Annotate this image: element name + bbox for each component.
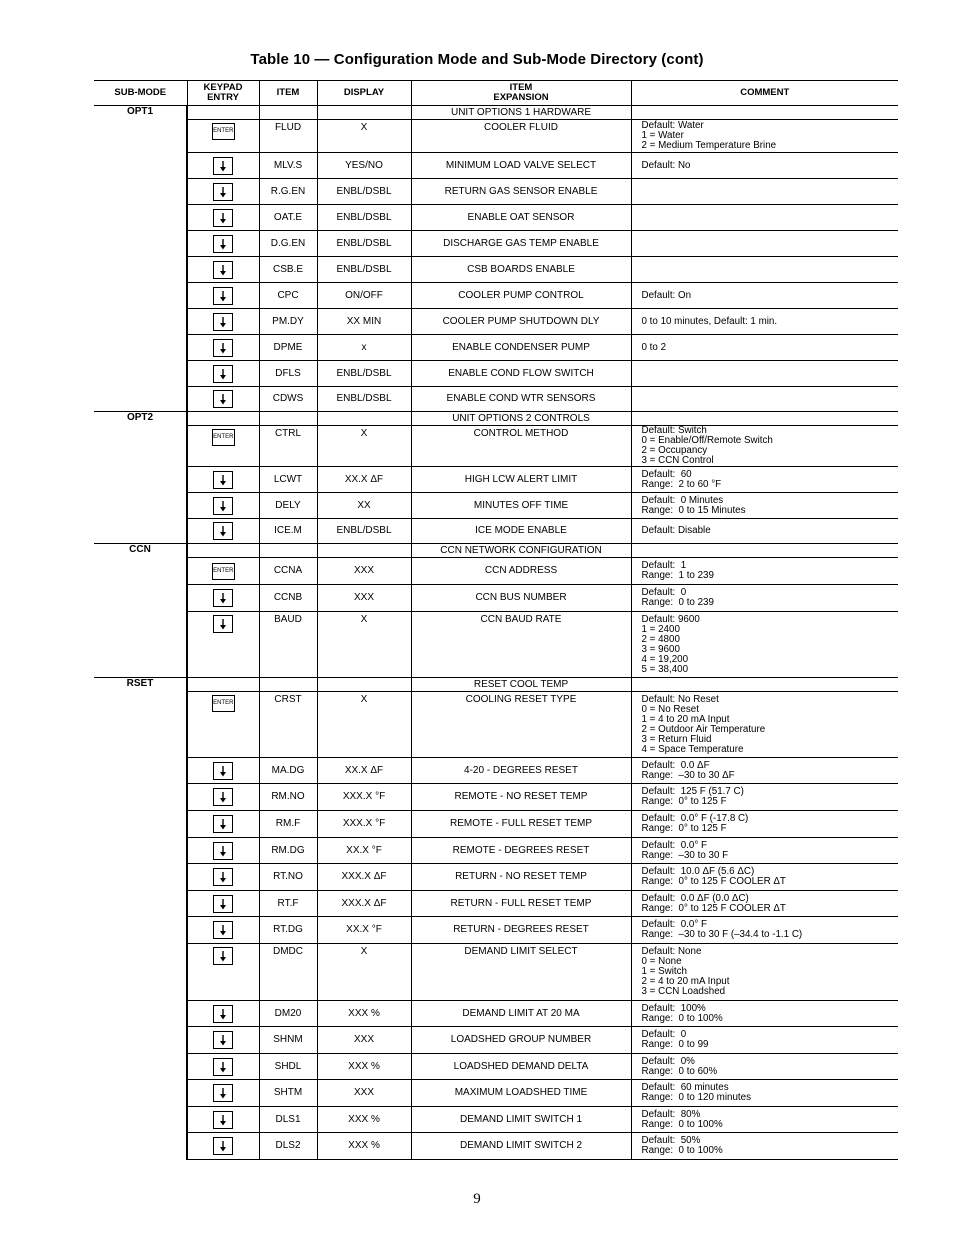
cell-display: XXX %: [317, 1054, 411, 1080]
table-row: [94, 1054, 898, 1080]
cell-keypad: [187, 1027, 259, 1054]
down-arrow-key-icon: [213, 842, 233, 860]
cell-comment: [631, 387, 898, 412]
cell-item: DFLS: [259, 361, 317, 387]
comment-text: Default: 10.0 ΔF (5.6 ΔC) Range: 0° to 125 F COOLER ΔT: [641, 866, 786, 887]
comment-text: Default: 50% Range: 0 to 100%: [641, 1135, 723, 1156]
header-row: [94, 81, 898, 106]
cell-comment: [631, 361, 898, 387]
down-arrow-key-icon: [213, 209, 233, 227]
cell-keypad: [187, 1107, 259, 1133]
cell-item-expansion: ICE MODE ENABLE: [411, 519, 631, 544]
cell-keypad: [187, 426, 259, 467]
down-arrow-key-icon: [213, 1005, 233, 1023]
cell-item-expansion: UNIT OPTIONS 1 HARDWARE: [411, 106, 631, 120]
cell-item: OAT.E: [259, 205, 317, 231]
cell-item: DM20: [259, 1001, 317, 1027]
cell-keypad: [187, 361, 259, 387]
cell-display: XXX %: [317, 1001, 411, 1027]
cell-item: LCWT: [259, 467, 317, 493]
cell-item: MA.DG: [259, 758, 317, 784]
cell-display: ENBL/DSBL: [317, 231, 411, 257]
cell-item: ICE.M: [259, 519, 317, 544]
cell-item: DELY: [259, 493, 317, 519]
table-row: [94, 205, 898, 231]
cell-comment: [631, 891, 898, 917]
cell-item: CPC: [259, 283, 317, 309]
cell-comment: [631, 335, 898, 361]
cell-comment: [631, 1054, 898, 1080]
cell-display: XXX: [317, 585, 411, 612]
cell-keypad: [187, 811, 259, 838]
cell-keypad: [187, 612, 259, 678]
cell-keypad: [187, 153, 259, 179]
table-row: [94, 784, 898, 811]
cell-comment: [631, 811, 898, 838]
down-arrow-key-icon: [213, 589, 233, 607]
cell-display: [317, 678, 411, 692]
header-keypad-entry: KEYPAD ENTRY: [187, 81, 259, 106]
comment-text: Default: 60 minutes Range: 0 to 120 minutes: [641, 1082, 751, 1103]
table-row: [94, 544, 898, 558]
cell-comment: [631, 1107, 898, 1133]
cell-display: ON/OFF: [317, 283, 411, 309]
cell-item: FLUD: [259, 120, 317, 153]
down-arrow-key-icon: [213, 788, 233, 806]
down-arrow-key-icon: [213, 1111, 233, 1129]
table-row: [94, 838, 898, 864]
comment-text: Default: 0.0 ΔF Range: –30 to 30 ΔF: [641, 759, 735, 781]
table-row: [94, 467, 898, 493]
comment-text: Default: 0.0° F (-17.8 C) Range: 0° to 125 F: [641, 813, 749, 834]
table-row: [94, 283, 898, 309]
cell-keypad: [187, 758, 259, 784]
cell-item: DLS1: [259, 1107, 317, 1133]
cell-comment: [631, 864, 898, 891]
cell-keypad: [187, 544, 259, 558]
cell-keypad: [187, 692, 259, 758]
header-item: ITEM: [259, 81, 317, 106]
cell-display: X: [317, 120, 411, 153]
cell-item: [259, 106, 317, 120]
cell-keypad: [187, 335, 259, 361]
cell-comment: [631, 257, 898, 283]
cell-comment: [631, 1080, 898, 1107]
cell-submode: RSET: [94, 678, 187, 1160]
cell-item-expansion: COOLER PUMP SHUTDOWN DLY: [411, 309, 631, 335]
down-arrow-key-icon: [213, 471, 233, 489]
cell-display: ENBL/DSBL: [317, 205, 411, 231]
cell-display: YES/NO: [317, 153, 411, 179]
cell-item-expansion: UNIT OPTIONS 2 CONTROLS: [411, 412, 631, 426]
down-arrow-key-icon: [213, 815, 233, 833]
cell-keypad: [187, 205, 259, 231]
cell-keypad: [187, 944, 259, 1001]
comment-text: Default: 0.0° F Range: –30 to 30 F: [641, 839, 729, 861]
table-row: [94, 1107, 898, 1133]
cell-submode: OPT2: [94, 412, 187, 544]
cell-display: x: [317, 335, 411, 361]
cell-item-expansion: DISCHARGE GAS TEMP ENABLE: [411, 231, 631, 257]
down-arrow-key-icon: [213, 1137, 233, 1155]
table-row: [94, 493, 898, 519]
cell-item-expansion: ENABLE COND WTR SENSORS: [411, 387, 631, 412]
cell-comment: [631, 283, 898, 309]
cell-display: ENBL/DSBL: [317, 361, 411, 387]
table-row: [94, 426, 898, 467]
header-display: DISPLAY: [317, 81, 411, 106]
down-arrow-key-icon: [213, 287, 233, 305]
cell-display: XXX: [317, 1027, 411, 1054]
cell-item-expansion: RETURN - FULL RESET TEMP: [411, 891, 631, 917]
cell-item-expansion: LOADSHED GROUP NUMBER: [411, 1027, 631, 1054]
cell-item-expansion: COOLING RESET TYPE: [411, 692, 631, 758]
cell-display: X: [317, 944, 411, 1001]
cell-keypad: [187, 387, 259, 412]
cell-comment: [631, 944, 898, 1001]
page-number: 9: [473, 1191, 481, 1207]
table-row: [94, 153, 898, 179]
cell-keypad: [187, 412, 259, 426]
cell-keypad: [187, 1001, 259, 1027]
down-arrow-key-icon: [213, 522, 233, 540]
cell-comment: [631, 519, 898, 544]
cell-item-expansion: DEMAND LIMIT SELECT: [411, 944, 631, 1001]
cell-display: X: [317, 692, 411, 758]
cell-keypad: [187, 558, 259, 585]
cell-display: ENBL/DSBL: [317, 179, 411, 205]
enter-key-icon: ENTER: [212, 429, 235, 446]
cell-keypad: [187, 231, 259, 257]
cell-display: XXX.X °F: [317, 784, 411, 811]
cell-comment: [631, 838, 898, 864]
cell-comment: [631, 309, 898, 335]
configuration-directory-table: [94, 80, 898, 1160]
table-row: [94, 944, 898, 1001]
cell-comment: [631, 585, 898, 612]
table-row: [94, 585, 898, 612]
cell-item: RT.DG: [259, 917, 317, 944]
cell-display: XXX %: [317, 1107, 411, 1133]
table-row: [94, 612, 898, 678]
enter-key-icon: ENTER: [212, 123, 235, 140]
table-row: [94, 309, 898, 335]
cell-display: XX.X °F: [317, 917, 411, 944]
comment-text: Default: 9600 1 = 2400 2 = 4800 3 = 9600 4 = 19,200 5 = 38,400: [641, 613, 700, 675]
comment-text: Default: 60 Range: 2 to 60 °F: [641, 468, 722, 490]
cell-keypad: [187, 257, 259, 283]
cell-item: RM.DG: [259, 838, 317, 864]
comment-text: Default: Disable: [641, 525, 711, 536]
cell-item: [259, 678, 317, 692]
enter-key-icon: ENTER: [212, 695, 235, 712]
comment-text: Default: Water 1 = Water 2 = Medium Temperature Brine: [641, 120, 777, 151]
cell-comment: [631, 467, 898, 493]
down-arrow-key-icon: [213, 868, 233, 886]
cell-item: SHTM: [259, 1080, 317, 1107]
cell-keypad: [187, 519, 259, 544]
table-row: [94, 864, 898, 891]
header-submode: SUB-MODE: [94, 81, 187, 106]
cell-submode: OPT1: [94, 106, 187, 412]
header-comment: COMMENT: [631, 81, 898, 106]
cell-item-expansion: HIGH LCW ALERT LIMIT: [411, 467, 631, 493]
cell-display: ENBL/DSBL: [317, 387, 411, 412]
table-row: [94, 1080, 898, 1107]
cell-item: CRST: [259, 692, 317, 758]
comment-text: Default: 0.0° F Range: –30 to 30 F (–34.4 to -1.1 C): [641, 919, 803, 940]
comment-text: Default: On: [641, 289, 692, 301]
cell-item-expansion: MINUTES OFF TIME: [411, 493, 631, 519]
cell-display: [317, 106, 411, 120]
cell-item: CDWS: [259, 387, 317, 412]
cell-keypad: [187, 1054, 259, 1080]
cell-display: XXX.X ΔF: [317, 891, 411, 917]
cell-comment: [631, 558, 898, 585]
cell-display: [317, 412, 411, 426]
cell-display: X: [317, 612, 411, 678]
cell-item: DLS2: [259, 1133, 317, 1160]
cell-comment: [631, 678, 898, 692]
cell-item: SHNM: [259, 1027, 317, 1054]
down-arrow-key-icon: [213, 895, 233, 913]
cell-item-expansion: DEMAND LIMIT SWITCH 2: [411, 1133, 631, 1160]
cell-keypad: [187, 309, 259, 335]
cell-item: CCNA: [259, 558, 317, 585]
table-row: [94, 758, 898, 784]
cell-comment: [631, 1027, 898, 1054]
cell-comment: [631, 412, 898, 426]
cell-item-expansion: CCN NETWORK CONFIGURATION: [411, 544, 631, 558]
comment-text: 0 to 10 minutes, Default: 1 min.: [641, 315, 778, 327]
cell-display: XXX.X ΔF: [317, 864, 411, 891]
comment-text: Default: 80% Range: 0 to 100%: [641, 1108, 723, 1130]
cell-item-expansion: REMOTE - DEGREES RESET: [411, 838, 631, 864]
table-row: [94, 811, 898, 838]
cell-comment: [631, 784, 898, 811]
cell-comment: [631, 1133, 898, 1160]
down-arrow-key-icon: [213, 261, 233, 279]
cell-comment: [631, 758, 898, 784]
cell-item-expansion: 4-20 - DEGREES RESET: [411, 758, 631, 784]
down-arrow-key-icon: [213, 183, 233, 201]
cell-item-expansion: CCN BUS NUMBER: [411, 585, 631, 612]
table-row: [94, 917, 898, 944]
cell-display: XXX %: [317, 1133, 411, 1160]
cell-keypad: [187, 179, 259, 205]
comment-text: Default: 0 Range: 0 to 99: [641, 1029, 709, 1050]
cell-item-expansion: RESET COOL TEMP: [411, 678, 631, 692]
table-title: Table 10 — Configuration Mode and Sub-Mode Directory (cont): [250, 51, 704, 68]
comment-text: Default: 0 Range: 0 to 239: [641, 587, 714, 608]
cell-keypad: [187, 493, 259, 519]
comment-text: Default: 0.0 ΔF (0.0 ΔC) Range: 0° to 125 F COOLER ΔT: [641, 892, 786, 914]
cell-keypad: [187, 120, 259, 153]
cell-item: R.G.EN: [259, 179, 317, 205]
table-row: [94, 231, 898, 257]
cell-comment: [631, 231, 898, 257]
cell-item-expansion: RETURN GAS SENSOR ENABLE: [411, 179, 631, 205]
cell-display: XX.X °F: [317, 838, 411, 864]
cell-item-expansion: CCN ADDRESS: [411, 558, 631, 585]
cell-keypad: [187, 467, 259, 493]
cell-comment: [631, 612, 898, 678]
cell-item-expansion: DEMAND LIMIT SWITCH 1: [411, 1107, 631, 1133]
cell-keypad: [187, 838, 259, 864]
cell-item: DPME: [259, 335, 317, 361]
comment-text: Default: 100% Range: 0 to 100%: [641, 1002, 723, 1024]
cell-keypad: [187, 283, 259, 309]
cell-item: CSB.E: [259, 257, 317, 283]
table-row: [94, 519, 898, 544]
cell-comment: [631, 493, 898, 519]
cell-display: XX: [317, 493, 411, 519]
comment-text: 0 to 2: [641, 341, 667, 353]
table-row: [94, 1027, 898, 1054]
cell-item: RM.NO: [259, 784, 317, 811]
cell-item-expansion: CCN BAUD RATE: [411, 612, 631, 678]
cell-display: XX.X ΔF: [317, 758, 411, 784]
down-arrow-key-icon: [213, 313, 233, 331]
cell-item: [259, 412, 317, 426]
cell-item-expansion: CSB BOARDS ENABLE: [411, 257, 631, 283]
cell-display: XXX: [317, 1080, 411, 1107]
cell-item: CCNB: [259, 585, 317, 612]
comment-text: Default: 1 Range: 1 to 239: [641, 560, 714, 581]
down-arrow-key-icon: [213, 762, 233, 780]
comment-text: Default: Switch 0 = Enable/Off/Remote Switch 2 = Occupancy 3 = CCN Control: [641, 425, 773, 466]
cell-item: PM.DY: [259, 309, 317, 335]
comment-text: Default: No: [641, 159, 691, 171]
cell-comment: [631, 917, 898, 944]
cell-item: [259, 544, 317, 558]
cell-keypad: [187, 917, 259, 944]
down-arrow-key-icon: [213, 390, 233, 408]
down-arrow-key-icon: [213, 947, 233, 965]
cell-item-expansion: ENABLE COND FLOW SWITCH: [411, 361, 631, 387]
cell-display: ENBL/DSBL: [317, 519, 411, 544]
table-row: [94, 361, 898, 387]
cell-item: RT.F: [259, 891, 317, 917]
cell-comment: [631, 1001, 898, 1027]
comment-text: Default: 125 F (51.7 C) Range: 0° to 125 F: [641, 786, 744, 807]
enter-key-icon: ENTER: [212, 563, 235, 580]
cell-item: MLV.S: [259, 153, 317, 179]
cell-item-expansion: RETURN - NO RESET TEMP: [411, 864, 631, 891]
cell-item-expansion: DEMAND LIMIT AT 20 MA: [411, 1001, 631, 1027]
table-row: [94, 558, 898, 585]
cell-item-expansion: CONTROL METHOD: [411, 426, 631, 467]
comment-text: Default: 0 Minutes Range: 0 to 15 Minutes: [641, 494, 746, 516]
cell-item: DMDC: [259, 944, 317, 1001]
down-arrow-key-icon: [213, 339, 233, 357]
cell-keypad: [187, 1133, 259, 1160]
cell-display: ENBL/DSBL: [317, 257, 411, 283]
table-row: [94, 1133, 898, 1160]
down-arrow-key-icon: [213, 497, 233, 515]
cell-keypad: [187, 585, 259, 612]
comment-text: Default: None 0 = None 1 = Switch 2 = 4 to 20 mA Input 3 = CCN Loadshed: [641, 946, 730, 997]
cell-item-expansion: COOLER FLUID: [411, 120, 631, 153]
cell-display: X: [317, 426, 411, 467]
cell-item-expansion: REMOTE - NO RESET TEMP: [411, 784, 631, 811]
cell-item: BAUD: [259, 612, 317, 678]
cell-display: XXX: [317, 558, 411, 585]
down-arrow-key-icon: [213, 235, 233, 253]
cell-submode: CCN: [94, 544, 187, 678]
table-row: [94, 335, 898, 361]
down-arrow-key-icon: [213, 1084, 233, 1102]
cell-item: RM.F: [259, 811, 317, 838]
cell-item-expansion: REMOTE - FULL RESET TEMP: [411, 811, 631, 838]
cell-comment: [631, 544, 898, 558]
cell-display: XX.X ΔF: [317, 467, 411, 493]
cell-comment: [631, 692, 898, 758]
cell-item-expansion: COOLER PUMP CONTROL: [411, 283, 631, 309]
comment-text: Default: No Reset 0 = No Reset 1 = 4 to 20 mA Input 2 = Outdoor Air Temperature 3 = Return Fluid 4 = Space Temperature: [641, 693, 766, 755]
cell-keypad: [187, 784, 259, 811]
cell-display: [317, 544, 411, 558]
cell-item: SHDL: [259, 1054, 317, 1080]
table-row: [94, 692, 898, 758]
table-row: [94, 678, 898, 692]
cell-item: RT.NO: [259, 864, 317, 891]
cell-keypad: [187, 106, 259, 120]
table-row: [94, 179, 898, 205]
cell-display: XX MIN: [317, 309, 411, 335]
cell-comment: [631, 153, 898, 179]
down-arrow-key-icon: [213, 365, 233, 383]
header-item-expansion: ITEM EXPANSION: [411, 81, 631, 106]
cell-keypad: [187, 891, 259, 917]
cell-item-expansion: ENABLE OAT SENSOR: [411, 205, 631, 231]
cell-display: XXX.X °F: [317, 811, 411, 838]
cell-comment: [631, 426, 898, 467]
cell-comment: [631, 120, 898, 153]
down-arrow-key-icon: [213, 157, 233, 175]
table-row: [94, 412, 898, 426]
table-row: [94, 120, 898, 153]
cell-item-expansion: LOADSHED DEMAND DELTA: [411, 1054, 631, 1080]
cell-keypad: [187, 864, 259, 891]
table-row: [94, 1001, 898, 1027]
down-arrow-key-icon: [213, 921, 233, 939]
down-arrow-key-icon: [213, 1058, 233, 1076]
table-row: [94, 891, 898, 917]
cell-item-expansion: ENABLE CONDENSER PUMP: [411, 335, 631, 361]
cell-comment: [631, 205, 898, 231]
cell-keypad: [187, 1080, 259, 1107]
cell-item-expansion: RETURN - DEGREES RESET: [411, 917, 631, 944]
cell-comment: [631, 179, 898, 205]
table-row: [94, 387, 898, 412]
cell-item-expansion: MAXIMUM LOADSHED TIME: [411, 1080, 631, 1107]
cell-item-expansion: MINIMUM LOAD VALVE SELECT: [411, 153, 631, 179]
cell-keypad: [187, 678, 259, 692]
down-arrow-key-icon: [213, 1031, 233, 1049]
cell-comment: [631, 106, 898, 120]
comment-text: Default: 0% Range: 0 to 60%: [641, 1055, 718, 1077]
cell-item: CTRL: [259, 426, 317, 467]
cell-item: D.G.EN: [259, 231, 317, 257]
down-arrow-key-icon: [213, 615, 233, 633]
table-row: [94, 257, 898, 283]
table-row: [94, 106, 898, 120]
